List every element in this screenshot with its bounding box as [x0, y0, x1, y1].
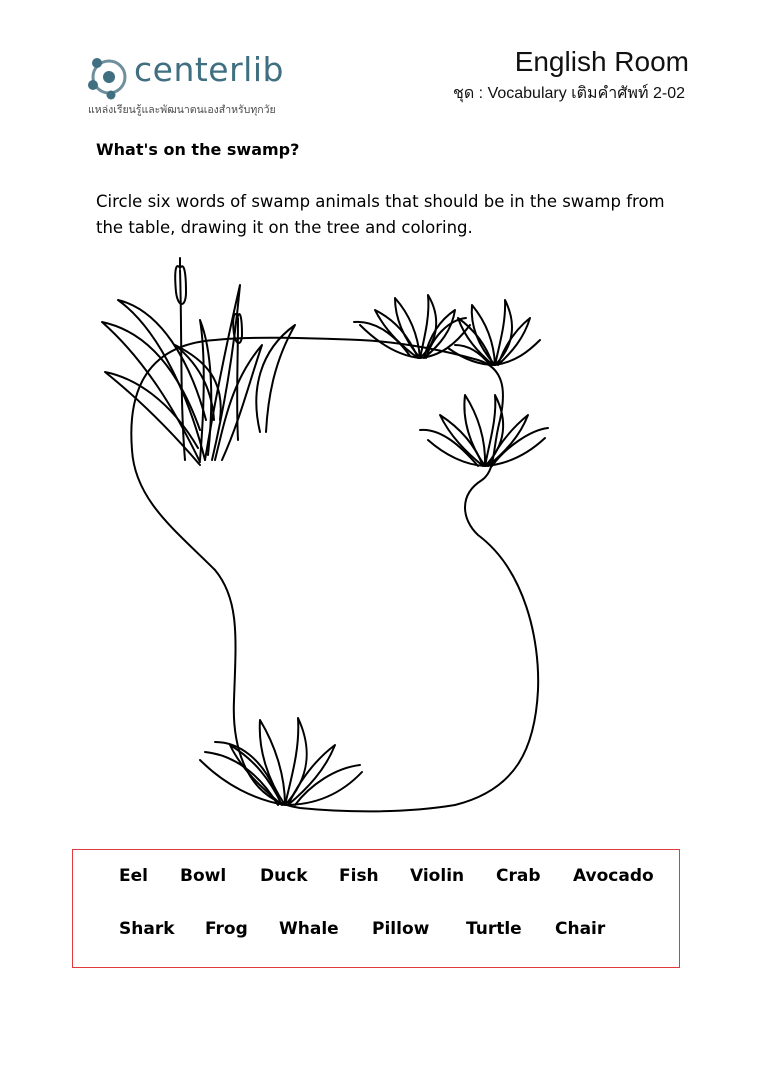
- word-option[interactable]: Turtle: [466, 919, 522, 939]
- word-option[interactable]: Frog: [205, 919, 248, 939]
- logo-tagline: แหล่งเรียนรู้และพัฒนาตนเองสำหรับทุกวัย: [88, 104, 276, 116]
- centerlib-logo: [84, 44, 324, 124]
- lotus-flower-icon: [354, 295, 470, 358]
- lotus-flower-icon: [200, 718, 362, 805]
- page-subtitle: ชุด : Vocabulary เติมคำศัพท์ 2-02: [452, 85, 685, 102]
- word-table: [72, 849, 680, 968]
- word-option[interactable]: Pillow: [372, 919, 430, 939]
- word-option[interactable]: Duck: [260, 866, 308, 886]
- word-option[interactable]: Fish: [339, 866, 379, 886]
- word-option[interactable]: Bowl: [180, 866, 227, 886]
- molecule-logo-icon: [84, 52, 134, 102]
- word-option[interactable]: Shark: [119, 919, 175, 939]
- word-option[interactable]: Avocado: [573, 866, 654, 886]
- logo-wordmark: centerlib: [134, 50, 284, 89]
- word-option[interactable]: Crab: [496, 866, 541, 886]
- word-option[interactable]: Violin: [410, 866, 465, 886]
- swamp-drawing: [0, 240, 763, 840]
- word-option[interactable]: Whale: [279, 919, 339, 939]
- word-option[interactable]: Eel: [119, 866, 148, 886]
- exercise-heading: What's on the swamp?: [96, 140, 300, 159]
- exercise-instructions: Circle six words of swamp animals that should be in the swamp from the table, drawing it on the tree and coloring.: [96, 192, 665, 237]
- word-option[interactable]: Chair: [555, 919, 606, 939]
- lotus-flower-icon: [420, 395, 548, 466]
- page-title: English Room: [514, 46, 689, 77]
